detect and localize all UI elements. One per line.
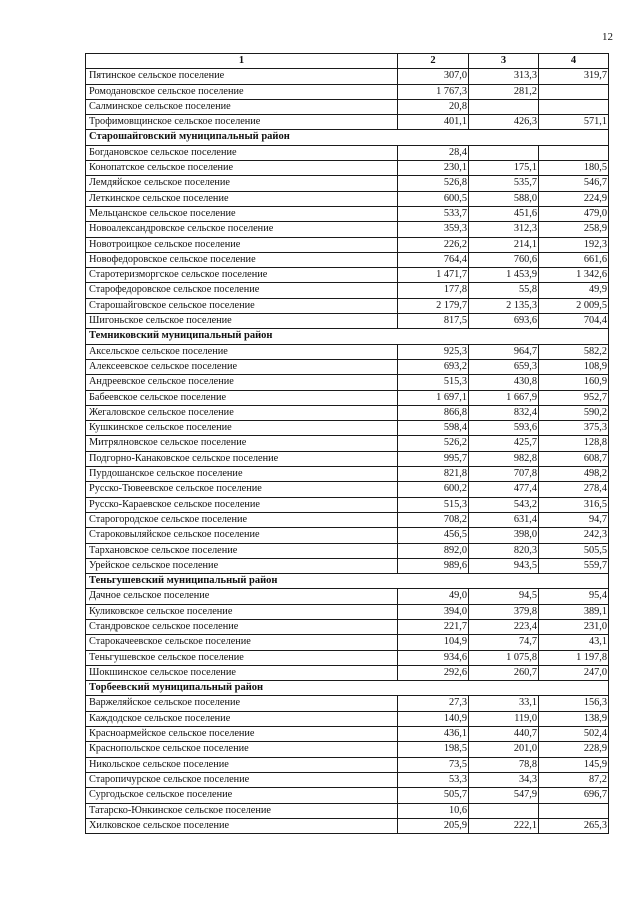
settlement-name: Русско-Тювеевское сельское поселение — [86, 482, 398, 497]
value-col-3: 55,8 — [469, 283, 539, 298]
value-col-4: 498,2 — [539, 467, 609, 482]
column-header-3: 3 — [469, 54, 539, 69]
column-header-4: 4 — [539, 54, 609, 69]
table-row — [86, 818, 609, 833]
settlement-name: Староковыляйское сельское поселение — [86, 528, 398, 543]
value-col-3: 119,0 — [469, 711, 539, 726]
value-col-3: 201,0 — [469, 742, 539, 757]
value-col-4: 95,4 — [539, 589, 609, 604]
settlement-name: Теньгушевское сельское поселение — [86, 650, 398, 665]
table-body — [86, 69, 609, 834]
value-col-2: 817,5 — [398, 314, 469, 329]
value-col-2: 53,3 — [398, 772, 469, 787]
settlement-name: Шокшинское сельское поселение — [86, 665, 398, 680]
value-col-3: 707,8 — [469, 467, 539, 482]
value-col-3: 440,7 — [469, 727, 539, 742]
value-col-3: 426,3 — [469, 115, 539, 130]
value-col-3: 593,6 — [469, 421, 539, 436]
value-col-2: 515,3 — [398, 375, 469, 390]
value-col-4 — [539, 99, 609, 114]
value-col-3: 820,3 — [469, 543, 539, 558]
settlement-name: Мельцанское сельское поселение — [86, 206, 398, 221]
value-col-2: 925,3 — [398, 344, 469, 359]
table-row — [86, 635, 609, 650]
table-row — [86, 665, 609, 680]
table-header-row — [86, 54, 609, 69]
table-row — [86, 604, 609, 619]
settlement-name: Леткинское сельское поселение — [86, 191, 398, 206]
settlement-name: Салминское сельское поселение — [86, 99, 398, 114]
value-col-4: 502,4 — [539, 727, 609, 742]
value-col-4 — [539, 803, 609, 818]
value-col-3 — [469, 145, 539, 160]
table-row — [86, 283, 609, 298]
value-col-4: 138,9 — [539, 711, 609, 726]
settlement-name: Тархановское сельское поселение — [86, 543, 398, 558]
value-col-2: 533,7 — [398, 206, 469, 221]
table-row — [86, 543, 609, 558]
value-col-3 — [469, 99, 539, 114]
value-col-2: 526,2 — [398, 436, 469, 451]
settlement-name: Старофедоровское сельское поселение — [86, 283, 398, 298]
settlement-name: Старокачеевское сельское поселение — [86, 635, 398, 650]
settlement-name: Шигоньское сельское поселение — [86, 314, 398, 329]
value-col-2: 934,6 — [398, 650, 469, 665]
settlement-name: Андреевское сельское поселение — [86, 375, 398, 390]
value-col-2: 598,4 — [398, 421, 469, 436]
value-col-2: 230,1 — [398, 161, 469, 176]
district-header-row — [86, 130, 609, 145]
value-col-2: 221,7 — [398, 619, 469, 634]
value-col-3: 832,4 — [469, 405, 539, 420]
value-col-2: 600,2 — [398, 482, 469, 497]
value-col-4: 192,3 — [539, 237, 609, 252]
settlement-name: Русско-Караевское сельское поселение — [86, 497, 398, 512]
value-col-3: 312,3 — [469, 222, 539, 237]
value-col-3: 543,2 — [469, 497, 539, 512]
value-col-4: 696,7 — [539, 788, 609, 803]
value-col-3: 260,7 — [469, 665, 539, 680]
settlement-name: Урейское сельское поселение — [86, 558, 398, 573]
district-name: Теньгушевский муниципальный район — [86, 574, 609, 589]
table-row — [86, 757, 609, 772]
value-col-4: 952,7 — [539, 390, 609, 405]
value-col-2: 1 767,3 — [398, 84, 469, 99]
value-col-3: 693,6 — [469, 314, 539, 329]
table-row — [86, 772, 609, 787]
value-col-2: 49,0 — [398, 589, 469, 604]
value-col-3: 78,8 — [469, 757, 539, 772]
table-row — [86, 252, 609, 267]
value-col-3: 1 453,9 — [469, 268, 539, 283]
value-col-3: 175,1 — [469, 161, 539, 176]
settlement-name: Ромодановское сельское поселение — [86, 84, 398, 99]
table-row — [86, 421, 609, 436]
table-row — [86, 742, 609, 757]
value-col-2: 226,2 — [398, 237, 469, 252]
settlement-name: Стандровское сельское поселение — [86, 619, 398, 634]
value-col-4: 375,3 — [539, 421, 609, 436]
value-col-4: 319,7 — [539, 69, 609, 84]
settlement-name: Новоалександровское сельское поселение — [86, 222, 398, 237]
value-col-3: 281,2 — [469, 84, 539, 99]
value-col-4: 559,7 — [539, 558, 609, 573]
value-col-3: 964,7 — [469, 344, 539, 359]
value-col-4: 1 197,8 — [539, 650, 609, 665]
table-row — [86, 390, 609, 405]
value-col-2: 292,6 — [398, 665, 469, 680]
value-col-3: 2 135,3 — [469, 298, 539, 313]
table-row — [86, 115, 609, 130]
value-col-4 — [539, 84, 609, 99]
value-col-2: 693,2 — [398, 359, 469, 374]
value-col-4: 108,9 — [539, 359, 609, 374]
table-row — [86, 344, 609, 359]
settlement-name: Старошайговское сельское поселение — [86, 298, 398, 313]
table-row — [86, 359, 609, 374]
value-col-4: 505,5 — [539, 543, 609, 558]
table-row — [86, 589, 609, 604]
value-col-4: 247,0 — [539, 665, 609, 680]
settlement-name: Жегаловское сельское поселение — [86, 405, 398, 420]
value-col-3: 451,6 — [469, 206, 539, 221]
value-col-3: 760,6 — [469, 252, 539, 267]
value-col-2: 708,2 — [398, 512, 469, 527]
table-row — [86, 298, 609, 313]
value-col-2: 1 697,1 — [398, 390, 469, 405]
settlement-name: Красноармейское сельское поселение — [86, 727, 398, 742]
district-header-row — [86, 574, 609, 589]
settlement-name: Старопичурское сельское поселение — [86, 772, 398, 787]
table-row — [86, 451, 609, 466]
value-col-4: 94,7 — [539, 512, 609, 527]
value-col-4: 661,6 — [539, 252, 609, 267]
value-col-2: 526,8 — [398, 176, 469, 191]
value-col-4: 231,0 — [539, 619, 609, 634]
value-col-2: 892,0 — [398, 543, 469, 558]
value-col-2: 995,7 — [398, 451, 469, 466]
value-col-4: 389,1 — [539, 604, 609, 619]
value-col-2: 401,1 — [398, 115, 469, 130]
value-col-4: 2 009,5 — [539, 298, 609, 313]
table-row — [86, 314, 609, 329]
value-col-4: 228,9 — [539, 742, 609, 757]
value-col-2: 28,4 — [398, 145, 469, 160]
settlement-name: Пурдошанское сельское поселение — [86, 467, 398, 482]
value-col-3: 547,9 — [469, 788, 539, 803]
value-col-3: 430,8 — [469, 375, 539, 390]
district-header-row — [86, 681, 609, 696]
value-col-2: 1 471,7 — [398, 268, 469, 283]
settlement-name: Краснопольское сельское поселение — [86, 742, 398, 757]
table-row — [86, 482, 609, 497]
value-col-3: 1 075,8 — [469, 650, 539, 665]
value-col-2: 764,4 — [398, 252, 469, 267]
column-header-1: 1 — [86, 54, 398, 69]
table-row — [86, 727, 609, 742]
value-col-2: 10,6 — [398, 803, 469, 818]
value-col-3: 313,3 — [469, 69, 539, 84]
value-col-2: 515,3 — [398, 497, 469, 512]
table-row — [86, 237, 609, 252]
settlement-name: Татарско-Юнкинское сельское поселение — [86, 803, 398, 818]
value-col-4: 582,2 — [539, 344, 609, 359]
settlement-name: Новофедоровское сельское поселение — [86, 252, 398, 267]
value-col-4: 87,2 — [539, 772, 609, 787]
value-col-3: 477,4 — [469, 482, 539, 497]
budget-table — [85, 53, 609, 834]
table-row — [86, 161, 609, 176]
value-col-4: 242,3 — [539, 528, 609, 543]
settlement-name: Богдановское сельское поселение — [86, 145, 398, 160]
table-row — [86, 528, 609, 543]
value-col-3: 74,7 — [469, 635, 539, 650]
value-col-3: 535,7 — [469, 176, 539, 191]
settlement-name: Бабеевское сельское поселение — [86, 390, 398, 405]
value-col-4: 608,7 — [539, 451, 609, 466]
table-row — [86, 222, 609, 237]
table-row — [86, 558, 609, 573]
table-row — [86, 99, 609, 114]
value-col-4: 224,9 — [539, 191, 609, 206]
value-col-2: 989,6 — [398, 558, 469, 573]
value-col-4: 43,1 — [539, 635, 609, 650]
value-col-4: 156,3 — [539, 696, 609, 711]
district-name: Торбеевский муниципальный район — [86, 681, 609, 696]
district-name: Темниковский муниципальный район — [86, 329, 609, 344]
settlement-name: Трофимовщинское сельское поселение — [86, 115, 398, 130]
district-name: Старошайговский муниципальный район — [86, 130, 609, 145]
value-col-3: 588,0 — [469, 191, 539, 206]
value-col-2: 359,3 — [398, 222, 469, 237]
value-col-2: 2 179,7 — [398, 298, 469, 313]
settlement-name: Лемдяйское сельское поселение — [86, 176, 398, 191]
value-col-2: 140,9 — [398, 711, 469, 726]
settlement-name: Конопатское сельское поселение — [86, 161, 398, 176]
settlement-name: Кушкинское сельское поселение — [86, 421, 398, 436]
value-col-4: 546,7 — [539, 176, 609, 191]
table-row — [86, 176, 609, 191]
value-col-3: 34,3 — [469, 772, 539, 787]
value-col-3: 379,8 — [469, 604, 539, 619]
value-col-3: 398,0 — [469, 528, 539, 543]
value-col-3 — [469, 803, 539, 818]
settlement-name: Старогородское сельское поселение — [86, 512, 398, 527]
value-col-2: 866,8 — [398, 405, 469, 420]
value-col-2: 436,1 — [398, 727, 469, 742]
budget-table-sheet — [85, 53, 608, 834]
value-col-2: 394,0 — [398, 604, 469, 619]
settlement-name: Подгорно-Канаковское сельское поселение — [86, 451, 398, 466]
value-col-2: 205,9 — [398, 818, 469, 833]
table-row — [86, 696, 609, 711]
value-col-2: 505,7 — [398, 788, 469, 803]
value-col-4 — [539, 145, 609, 160]
value-col-3: 223,4 — [469, 619, 539, 634]
column-header-2: 2 — [398, 54, 469, 69]
value-col-4: 278,4 — [539, 482, 609, 497]
value-col-4: 180,5 — [539, 161, 609, 176]
value-col-4: 145,9 — [539, 757, 609, 772]
table-row — [86, 788, 609, 803]
value-col-2: 456,5 — [398, 528, 469, 543]
table-row — [86, 619, 609, 634]
value-col-4: 590,2 — [539, 405, 609, 420]
value-col-3: 94,5 — [469, 589, 539, 604]
value-col-2: 27,3 — [398, 696, 469, 711]
settlement-name: Пятинское сельское поселение — [86, 69, 398, 84]
value-col-3: 425,7 — [469, 436, 539, 451]
value-col-3: 1 667,9 — [469, 390, 539, 405]
table-row — [86, 467, 609, 482]
value-col-3: 214,1 — [469, 237, 539, 252]
settlement-name: Алексеевское сельское поселение — [86, 359, 398, 374]
table-row — [86, 69, 609, 84]
value-col-4: 128,8 — [539, 436, 609, 451]
settlement-name: Варжеляйское сельское поселение — [86, 696, 398, 711]
value-col-2: 177,8 — [398, 283, 469, 298]
value-col-3: 33,1 — [469, 696, 539, 711]
value-col-3: 982,8 — [469, 451, 539, 466]
settlement-name: Митрялновское сельское поселение — [86, 436, 398, 451]
settlement-name: Никольское сельское поселение — [86, 757, 398, 772]
value-col-2: 307,0 — [398, 69, 469, 84]
value-col-2: 198,5 — [398, 742, 469, 757]
value-col-4: 160,9 — [539, 375, 609, 390]
value-col-2: 73,5 — [398, 757, 469, 772]
page-number: 12 — [602, 31, 613, 43]
value-col-4: 571,1 — [539, 115, 609, 130]
settlement-name: Аксельское сельское поселение — [86, 344, 398, 359]
settlement-name: Каждодское сельское поселение — [86, 711, 398, 726]
value-col-2: 20,8 — [398, 99, 469, 114]
table-row — [86, 375, 609, 390]
table-row — [86, 191, 609, 206]
value-col-2: 104,9 — [398, 635, 469, 650]
table-row — [86, 268, 609, 283]
table-row — [86, 512, 609, 527]
settlement-name: Сургодьское сельское поселение — [86, 788, 398, 803]
value-col-4: 316,5 — [539, 497, 609, 512]
table-row — [86, 145, 609, 160]
table-row — [86, 206, 609, 221]
value-col-3: 943,5 — [469, 558, 539, 573]
table-row — [86, 650, 609, 665]
settlement-name: Дачное сельское поселение — [86, 589, 398, 604]
value-col-3: 222,1 — [469, 818, 539, 833]
value-col-3: 659,3 — [469, 359, 539, 374]
district-header-row — [86, 329, 609, 344]
value-col-4: 704,4 — [539, 314, 609, 329]
table-row — [86, 405, 609, 420]
value-col-3: 631,4 — [469, 512, 539, 527]
value-col-4: 479,0 — [539, 206, 609, 221]
value-col-2: 821,8 — [398, 467, 469, 482]
value-col-4: 49,9 — [539, 283, 609, 298]
table-row — [86, 436, 609, 451]
value-col-4: 258,9 — [539, 222, 609, 237]
value-col-4: 265,3 — [539, 818, 609, 833]
table-row — [86, 497, 609, 512]
settlement-name: Новотроицкое сельское поселение — [86, 237, 398, 252]
value-col-4: 1 342,6 — [539, 268, 609, 283]
settlement-name: Хилковское сельское поселение — [86, 818, 398, 833]
table-row — [86, 803, 609, 818]
table-row — [86, 84, 609, 99]
value-col-2: 600,5 — [398, 191, 469, 206]
settlement-name: Старотеризморгское сельское поселение — [86, 268, 398, 283]
table-row — [86, 711, 609, 726]
settlement-name: Куликовское сельское поселение — [86, 604, 398, 619]
